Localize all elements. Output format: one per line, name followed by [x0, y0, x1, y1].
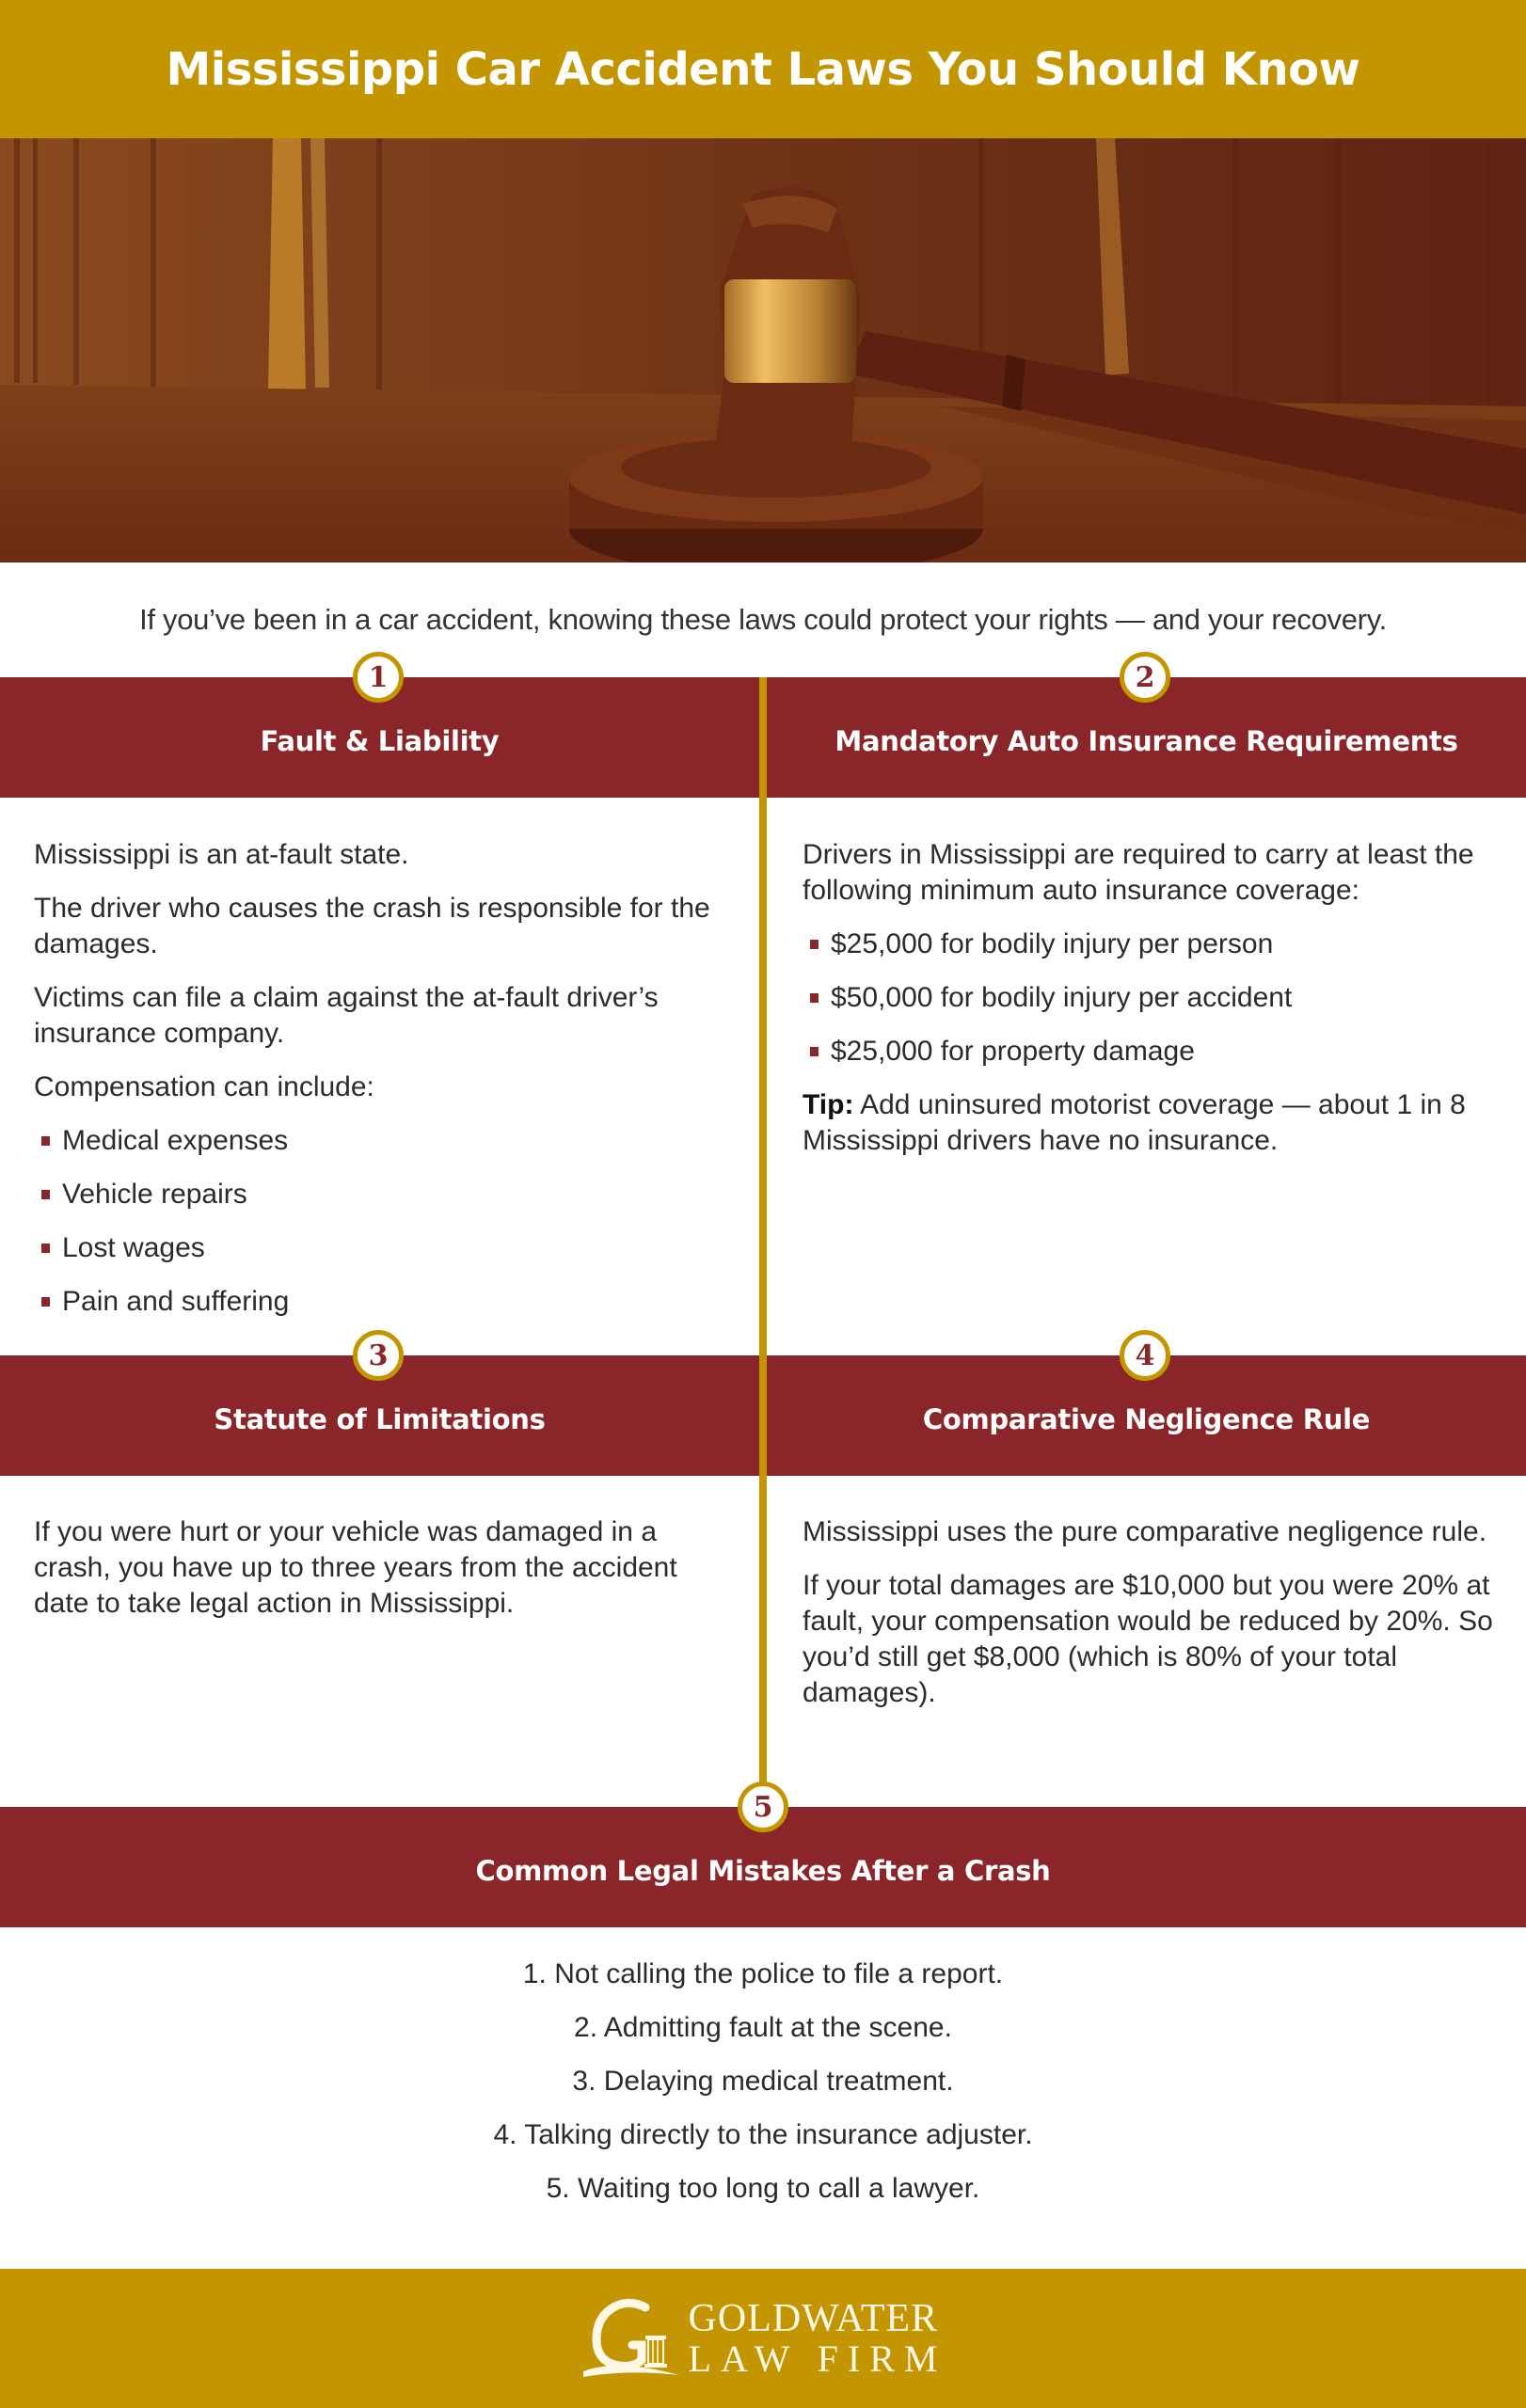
footer: [0, 2269, 1526, 2408]
section-1-paragraph: Mississippi is an at-fault state.: [34, 839, 409, 870]
section-1-paragraph: Victims can file a claim against the at-fault driver’s insurance company.: [34, 982, 659, 1049]
list-item-text: $25,000 for bodily injury per person: [831, 928, 1274, 959]
section-4-paragraph: If your total damages are $10,000 but you were 20% at fault, your compensation would be reduced by 20%. So you’d still get $8,000 (which is 80% of your total damages).: [803, 1570, 1493, 1708]
list-item: [34, 1123, 730, 1159]
section-5-title: Common Legal Mistakes After a Crash: [475, 1855, 1051, 1887]
list-item: [803, 927, 1499, 962]
section-4-number-badge: 4: [1120, 1330, 1170, 1381]
section-1-paragraph: Compensation can include:: [34, 1071, 374, 1102]
common-mistakes-list: [0, 1956, 1526, 2225]
section-4-body: [803, 1514, 1499, 1729]
section-2-title: Mandatory Auto Insurance Requirements: [835, 725, 1458, 757]
square-bullet-icon: [41, 1297, 50, 1307]
section-2-number-badge: 2: [1120, 652, 1170, 703]
logo-line-2: LAW FIRM: [688, 2337, 947, 2380]
list-item: 3. Delaying medical treatment.: [572, 2066, 954, 2097]
section-1-title: Fault & Liability: [260, 725, 500, 757]
tip-label: Tip:: [803, 1089, 854, 1120]
section-1-number-badge: 1: [353, 652, 404, 703]
list-item: [803, 1034, 1499, 1069]
square-bullet-icon: [41, 1190, 50, 1199]
square-bullet-icon: [810, 940, 819, 949]
logo-wordmark: [689, 2299, 947, 2378]
section-5-number-badge: 5: [738, 1782, 788, 1832]
section-3-number-badge: 3: [353, 1330, 404, 1381]
list-item-text: Vehicle repairs: [62, 1179, 247, 1210]
section-4-paragraph: Mississippi uses the pure comparative negligence rule.: [803, 1516, 1487, 1547]
list-item: 1. Not calling the police to file a report.: [522, 1958, 1004, 1989]
g-column-logo-icon: [580, 2296, 683, 2381]
section-1-paragraph: The driver who causes the crash is responsible for the damages.: [34, 893, 710, 959]
list-item: [803, 980, 1499, 1016]
goldwater-law-firm-logo: [580, 2296, 947, 2381]
list-item-text: Lost wages: [62, 1232, 205, 1263]
list-item-text: Pain and suffering: [62, 1286, 290, 1317]
list-item: 4. Talking directly to the insurance adjuster.: [493, 2119, 1033, 2150]
list-item: [34, 1177, 730, 1212]
section-2-paragraph: Drivers in Mississippi are required to carry at least the following minimum auto insurance coverage:: [803, 839, 1474, 906]
section-3-paragraph: If you were hurt or your vehicle was damaged in a crash, you have up to three years from the accident date to take legal action in Mississippi.: [34, 1516, 677, 1619]
square-bullet-icon: [41, 1136, 50, 1146]
section-1-body: [34, 837, 730, 1338]
section-4-title: Comparative Negligence Rule: [922, 1403, 1371, 1435]
insurance-tip: [803, 1087, 1499, 1159]
tip-text: Add uninsured motorist coverage — about 1 in 8 Mississippi drivers have no insurance.: [803, 1089, 1466, 1156]
list-item: 2. Admitting fault at the scene.: [574, 2012, 952, 2043]
intro-section: [0, 562, 1526, 677]
insurance-minimums-list: [803, 927, 1499, 1069]
logo-line-1: GOLDWATER: [688, 2297, 939, 2340]
hero-gavel-image: [0, 138, 1526, 562]
list-item: [34, 1284, 730, 1320]
square-bullet-icon: [41, 1244, 50, 1253]
page-header: [0, 0, 1526, 138]
list-item-text: $25,000 for property damage: [831, 1036, 1195, 1067]
intro-text: If you’ve been in a car accident, knowing these laws could protect your rights — and your recovery.: [139, 603, 1387, 636]
square-bullet-icon: [810, 1047, 819, 1056]
compensation-list: [34, 1123, 730, 1320]
square-bullet-icon: [810, 993, 819, 1003]
list-item: 5. Waiting too long to call a lawyer.: [546, 2173, 980, 2204]
section-2-body: [803, 837, 1499, 1177]
timeline-divider-line: [759, 677, 767, 1807]
section-3-body: [34, 1514, 739, 1640]
gavel-illustration-icon: [0, 138, 1526, 562]
list-item-text: $50,000 for bodily injury per accident: [831, 982, 1293, 1013]
page-title: Mississippi Car Accident Laws You Should Know: [166, 42, 1360, 96]
list-item-text: Medical expenses: [62, 1125, 289, 1156]
section-3-title: Statute of Limitations: [214, 1403, 546, 1435]
list-item: [34, 1230, 730, 1266]
